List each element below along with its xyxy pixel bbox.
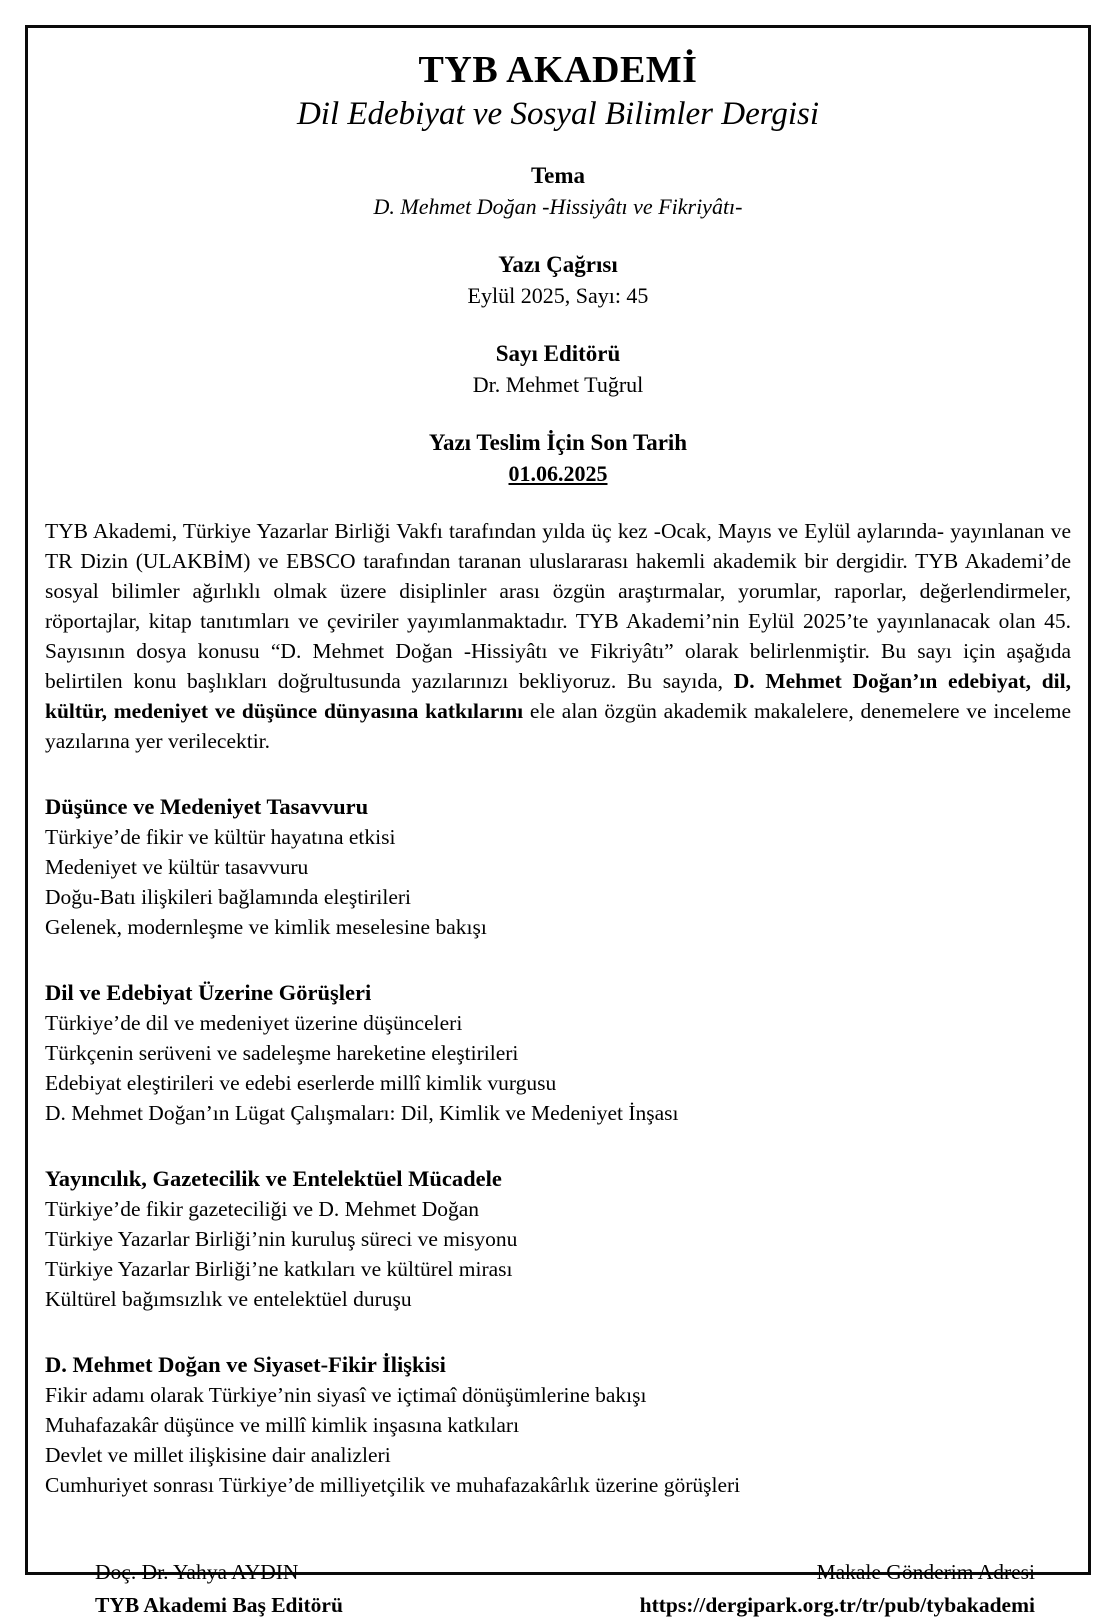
chief-editor-name: Doç. Dr. Yahya AYDIN	[95, 1560, 299, 1584]
topic-heading: Dil ve Edebiyat Üzerine Görüşleri	[45, 980, 372, 1005]
deadline-date: 01.06.2025	[508, 461, 608, 486]
topic-item: Türkiye’de fikir gazeteciliği ve D. Mehmet Doğan	[45, 1197, 480, 1221]
journal-subtitle: Dil Edebiyat ve Sosyal Bilimler Dergisi	[296, 96, 820, 132]
topic-section-siyaset-fikir	[45, 1350, 1071, 1500]
topic-item: Türkiye’de fikir ve kültür hayatına etkisi	[45, 825, 396, 849]
tema-value: D. Mehmet Doğan -Hissiyâtı ve Fikriyâtı-	[373, 194, 743, 219]
page-border-frame	[25, 25, 1091, 1617]
intro-text-after: ele alan özgün akademik makalelere, denemelere ve inceleme yazılarına yer verilecektir.	[45, 699, 1072, 753]
submission-address-label: Makale Gönderim Adresi	[816, 1560, 1035, 1584]
chief-editor-block	[95, 1556, 343, 1622]
topic-item: Cumhuriyet sonrası Türkiye’de milliyetçilik ve muhafazakârlık üzerine görüşleri	[45, 1473, 741, 1497]
submission-address-block	[640, 1556, 1035, 1622]
topic-section-yayincilik	[45, 1164, 1071, 1314]
topic-item: Türkçenin serüveni ve sadeleşme hareketine eleştirileri	[45, 1041, 519, 1065]
issue-editor-block	[45, 338, 1071, 400]
footer	[45, 1556, 1071, 1622]
topic-item: Fikir adamı olarak Türkiye’nin siyasî ve içtimaî dönüşümlerine bakışı	[45, 1383, 647, 1407]
topic-heading: Düşünce ve Medeniyet Tasavvuru	[45, 794, 369, 819]
submission-url-link[interactable]: https://dergipark.org.tr/tr/pub/tybakademi	[639, 1593, 1035, 1617]
topic-item: Kültürel bağımsızlık ve entelektüel duruşu	[45, 1287, 412, 1311]
document-content	[28, 28, 1088, 1622]
issue-editor-name: Dr. Mehmet Tuğrul	[472, 372, 644, 397]
intro-text-bold: D. Mehmet Doğan’ın edebiyat, dil, kültür, medeniyet ve düşünce dünyasına katkılarını	[45, 669, 1071, 723]
intro-text-before: TYB Akademi, Türkiye Yazarlar Birliği Vakfı tarafından yılda üç kez -Ocak, Mayıs ve Eylül aylarında- yayınlanan ve TR Dizin (ULAKBİM) ve EBSCO tarafından taranan uluslararası hakemli akademik bir dergidir. TYB Akademi’de sosyal bilimler ağırlıklı olmak üzere disiplinler arası özgün araştırmalar, yorumlar, raporlar, değerlendirmeler, röportajlar, kitap tanıtımları ve çeviriler yayımlanmaktadır. TYB Akademi’nin Eylül 2025’te yayınlanacak olan 45. Sayısının dosya konusu “D. Mehmet Doğan -Hissiyâtı ve Fikriyâtı” olarak belirlenmiştir. Bu sayı için aşağıda belirtilen konu başlıkları doğrultusunda yazılarınızı bekliyoruz. Bu sayıda,	[45, 519, 1071, 693]
topic-item: Gelenek, modernleşme ve kimlik meselesine bakışı	[45, 915, 487, 939]
topic-heading: D. Mehmet Doğan ve Siyaset-Fikir İlişkisi	[45, 1352, 446, 1377]
deadline-block	[45, 427, 1071, 489]
topic-item: Doğu-Batı ilişkileri bağlamında eleştirileri	[45, 885, 412, 909]
call-issue-value: Eylül 2025, Sayı: 45	[467, 283, 649, 308]
tema-label: Tema	[530, 163, 586, 188]
topic-item: Türkiye Yazarlar Birliği’nin kuruluş süreci ve misyonu	[45, 1227, 518, 1251]
topic-item: Türkiye Yazarlar Birliği’ne katkıları ve kültürel mirası	[45, 1257, 513, 1281]
topic-item: Medeniyet ve kültür tasavvuru	[45, 855, 309, 879]
topic-item: D. Mehmet Doğan’ın Lügat Çalışmaları: Dil, Kimlik ve Medeniyet İnşası	[45, 1101, 679, 1125]
journal-title: TYB AKADEMİ	[418, 49, 698, 91]
issue-editor-label: Sayı Editörü	[495, 341, 621, 366]
topic-item: Devlet ve millet ilişkisine dair analizleri	[45, 1443, 391, 1467]
chief-editor-title: TYB Akademi Baş Editörü	[95, 1593, 343, 1617]
topic-item: Edebiyat eleştirileri ve edebi eserlerde millî kimlik vurgusu	[45, 1071, 557, 1095]
topic-item: Türkiye’de dil ve medeniyet üzerine düşünceleri	[45, 1011, 463, 1035]
topic-item: Muhafazakâr düşünce ve millî kimlik inşasına katkıları	[45, 1413, 520, 1437]
topic-section-dusunce	[45, 792, 1071, 942]
topic-heading: Yayıncılık, Gazetecilik ve Entelektüel Mücadele	[45, 1166, 502, 1191]
tema-block	[45, 160, 1071, 222]
intro-paragraph	[45, 516, 1071, 756]
topic-section-dil-edebiyat	[45, 978, 1071, 1128]
deadline-label: Yazı Teslim İçin Son Tarih	[428, 430, 688, 455]
call-block	[45, 249, 1071, 311]
call-label: Yazı Çağrısı	[498, 252, 618, 277]
